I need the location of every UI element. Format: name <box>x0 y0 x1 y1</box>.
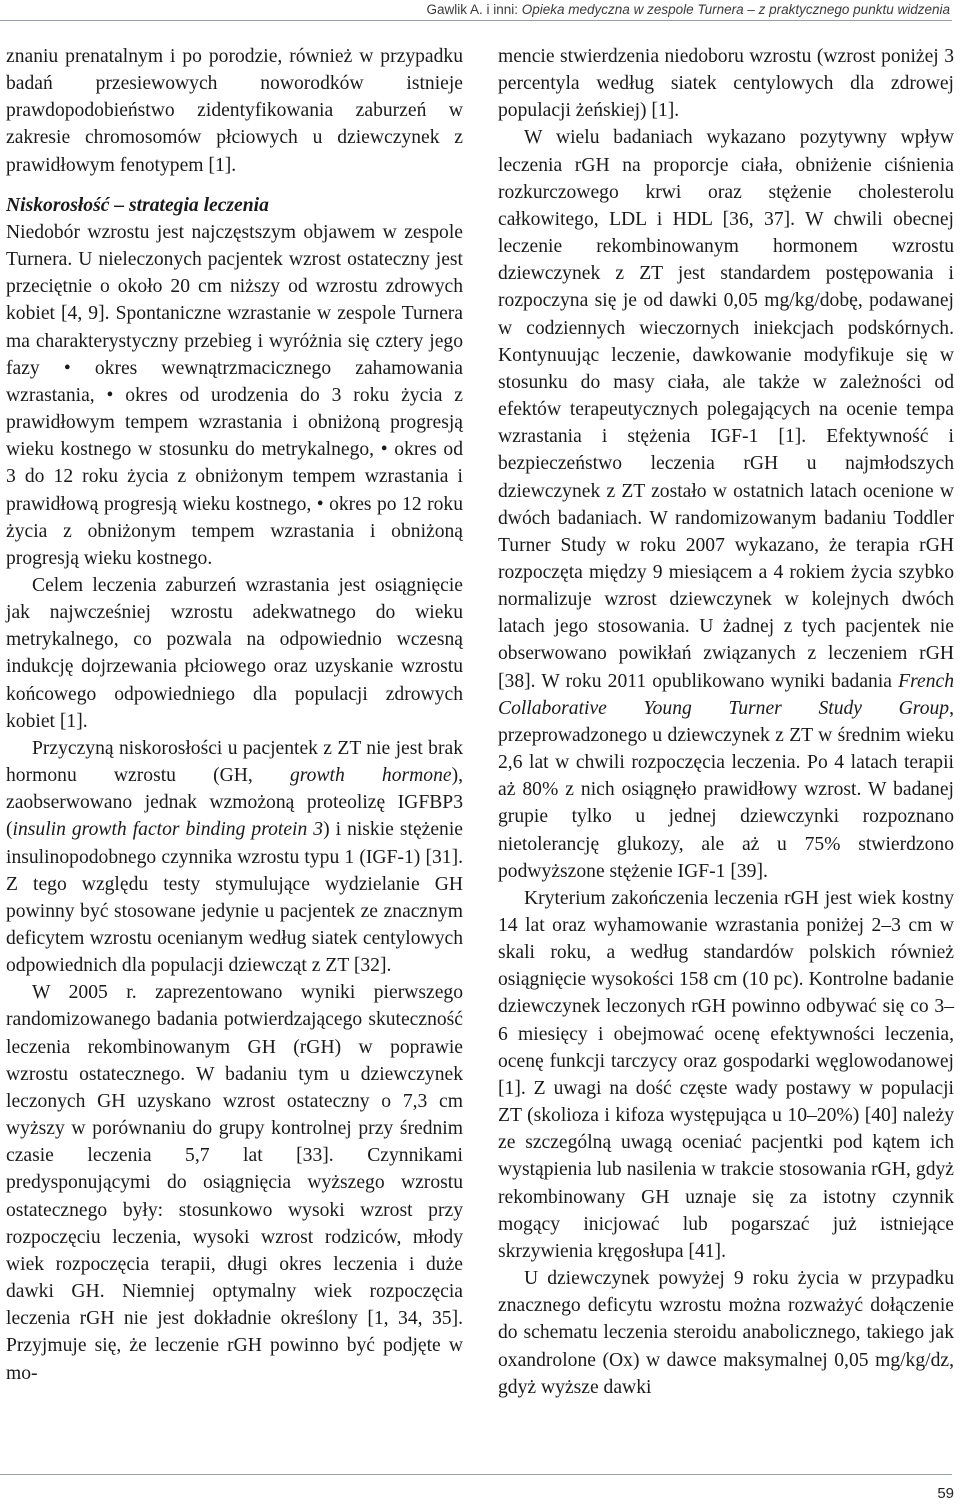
italic-study-name: French Collaborative Young Turner Study Group <box>498 670 954 719</box>
left-column <box>6 43 463 1387</box>
text-run: Przyczyną niskorosłości u pacjentek z ZT nie jest brak hormonu wzrostu (GH, <box>6 737 463 787</box>
text-run: ) i niskie stężenie insulinopodobnego czynnika wzrostu typu 1 (IGF-1) [31]. Z tego względu testy stymulujące wydzielanie GH powinny być stosowane jedynie u pacjentek ze znacznym deficytem wzrostu ocenianym według siatek centylowych odpowiednich dla populacji dziewcząt z ZT [32]. <box>6 819 463 977</box>
italic-term: insulin growth factor binding protein 3 <box>12 819 324 841</box>
header-citation <box>426 2 950 17</box>
page-number: 59 <box>937 1485 954 1502</box>
header-authors: Gawlik A. i inni: <box>426 2 518 17</box>
italic-term: growth hormone <box>289 765 452 787</box>
text-run: W wielu badaniach wykazano pozytywny wpływ leczenia rGH na proporcje ciała, obniżenie ciśnienia rozkurczowego krwi oraz stężenie cholesterolu całkowitego, LDL i HDL [36, 37]. W chwili obecnej leczenie rekombinowanym hormonem wzrostu dziewczynek z ZT jest standardem postępowania i rozpoczyna się je od dawki 0,05 mg/kg/dobę, podawanej w codziennych wieczornych iniekcjach podskórnych. Kontynuując leczenie, dawkowanie modyfikuje się w stosunku do masy ciała, ale także w zależności od efektów terapeutycznych polegających na ocenie tempa wzrastania i stężenia IGF-1 [1]. Efektywność i bezpieczeństwo leczenia rGH u najmłodszych dziewczynek z ZT zostało w ostatnich latach ocenione w dwóch badaniach. W randomizowanym badaniu Toddler Turner Study w roku 2007 wykazano, że terapia rGH rozpoczęta między 9 miesiącem a 4 rokiem życia szybko normalizuje wzrost dziewczynek w kolejnych dwóch latach jego stosowania. U żadnej z tych pacjentek nie obserwowano powikłań związanych z leczeniem rGH [38]. W roku 2011 opublikowano wyniki badania <box>498 127 954 692</box>
paragraph <box>6 735 463 979</box>
paragraph: mencie stwierdzenia niedoboru wzrostu (wzrost poniżej 3 percentyla według siatek centylowych dla zdrowej populacji żeńskiej) [1]. <box>498 46 954 122</box>
right-column <box>498 43 954 1401</box>
header-journal-title: Opieka medyczna w zespole Turnera – z praktycznego punktu widzenia <box>521 2 950 17</box>
paragraph: znaniu prenatalnym i po porodzie, również w przypadku badań przesiewowych noworodków istnieje prawdopodobieństwo zidentyfikowania zaburzeń w zakresie chromosomów płciowych u dziewczynek z prawidłowym fenotypem [1]. <box>6 46 463 176</box>
text-run: , przeprowadzonego u dziewczynek z ZT w średnim wieku 2,6 lat w chwili rozpoczęcia leczenia. Po 4 latach terapii aż 80% z nich osiągnęło prawidłowy wzrost. W badanej grupie tylko u jednej dziewczynki rozpoznano nietolerancję glukozy, ale aż u 75% stwierdzono podwyższone stężenie IGF-1 [39]. <box>498 697 954 882</box>
running-header <box>0 0 952 21</box>
section-heading: Niskorosłość – strategia leczenia <box>6 194 269 216</box>
paragraph <box>498 124 954 884</box>
paragraph: Kryterium zakończenia leczenia rGH jest wiek kostny 14 lat oraz wyhamowanie wzrastania poniżej 2–3 cm w skali roku, a według standardów polskich również osiągnięcie wysokości 158 cm (10 pc). Kontrolne badanie dziewczynek leczonych rGH powinno odbywać się co 3–6 miesięcy i obejmować ocenę efektywności leczenia, ocenę funkcji tarczycy oraz gospodarki węglowodanowej [1]. Z uwagi na dość częste wady postawy w populacji ZT (skolioza i kifoza występująca u 10–20%) [40] należy ze szczególną uwagą oceniać pacjentki pod kątem ich wystąpienia lub nasilenia w trakcie stosowania rGH, gdyż rekombinowany GH uznaje się za istotny czynnik mogący inicjować lub pogarszać już istniejące skrzywienia kręgosłupa [41]. <box>498 887 954 1262</box>
footer-divider <box>0 1474 952 1475</box>
paragraph: Celem leczenia zaburzeń wzrastania jest osiągnięcie jak najwcześniej wzrostu adekwatnego do wieku metrykalnego, co pozwala na odpowiednio wczesną indukcję dojrzewania płciowego oraz uzyskanie wzrostu końcowego odpowiedniego dla populacji zdrowych kobiet [1]. <box>6 574 463 732</box>
paragraph: Niedobór wzrostu jest najczęstszym objawem w zespole Turnera. U nieleczonych pacjentek wzrost ostateczny jest przeciętnie o około 20 cm niższy od wzrostu zdrowych kobiet [4, 9]. Spontaniczne wzrastanie w zespole Turnera ma charakterystyczny przebieg i wyróżnia się cztery jego fazy • okres wewnątrzmacicznego zahamowania wzrastania, • okres od urodzenia do 3 roku życia z prawidłowym tempem wzrastania i obniżoną progresją wieku kostnego w stosunku do metrykalnego, • okres od 3 do 12 roku życia z obniżonym tempem wzrastania i prawidłową progresją wieku kostnego, • okres po 12 roku życia z obniżonym tempem wzrastania i obniżoną progresją wieku kostnego. <box>6 221 463 569</box>
text-run: ), zaobserwowano jednak wzmożoną proteolizę IGFBP3 ( <box>6 765 463 841</box>
paragraph: W 2005 r. zaprezentowano wyniki pierwszego randomizowanego badania potwierdzającego skuteczność leczenia rekombinowanym GH (rGH) w poprawie wzrostu ostatecznego. W badaniu tym u dziewczynek leczonych GH uzyskano wzrost ostateczny o 7,3 cm wyższy w porównaniu do grupy kontrolnej przy średnim czasie leczenia 5,7 lat [33]. Czynnikami predysponującymi do osiągnięcia wyższego wzrostu ostatecznego były: stosunkowo wysoki wzrost przy rozpoczęciu leczenia, wysoki wzrost rodziców, młody wiek rozpoczęcia terapii, długi okres leczenia i duże dawki GH. Niemniej optymalny wiek rozpoczęcia leczenia rGH nie jest dokładnie określony [1, 34, 35]. Przyjmuje się, że leczenie rGH powinno być podjęte w mo- <box>6 982 463 1384</box>
paragraph: U dziewczynek powyżej 9 roku życia w przypadku znacznego deficytu wzrostu można rozważyć dołączenie do schematu leczenia steroidu anabolicznego, takiego jak oxandrolone (Ox) w dawce maksymalnej 0,05 mg/kg/dz, gdyż wyższe dawki <box>498 1268 954 1398</box>
